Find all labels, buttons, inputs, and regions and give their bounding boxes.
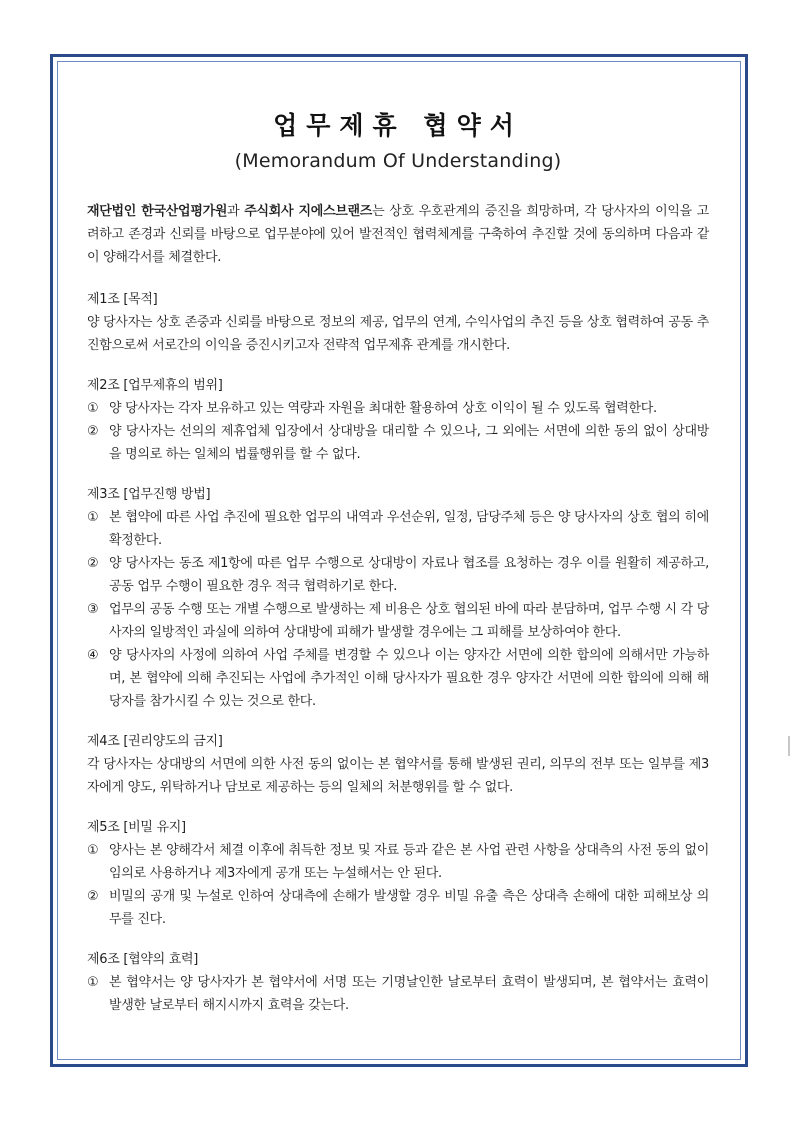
document-subtitle: (Memorandum Of Understanding) xyxy=(234,150,562,172)
article-item xyxy=(87,598,709,644)
item-number: ① xyxy=(87,401,99,416)
article-item xyxy=(87,506,709,552)
item-number: ① xyxy=(87,843,99,858)
item-text: 양사는 본 양해각서 체결 이후에 취득한 정보 및 자료 등과 같은 본 사업 관련 사항을 상대측의 사전 동의 없이 임의로 사용하거나 제3자에게 공개 또는 누설해서는 안 된다. xyxy=(109,843,709,881)
article-item xyxy=(87,971,709,1017)
article-heading: 제4조 [권리양도의 금지] xyxy=(87,734,223,749)
article-item xyxy=(87,420,709,466)
item-text: 양 당사자는 동조 제1항에 따른 업무 수행으로 상대방이 자료나 협조를 요청하는 경우 이를 원활히 제공하고, 공동 업무 수행이 필요한 경우 적극 협력하기로 한다. xyxy=(109,556,709,594)
party-2: 주식회사 지에스브랜즈 xyxy=(244,204,373,219)
party-1: 재단법인 한국산업평가원 xyxy=(87,204,228,219)
article-5 xyxy=(87,816,709,931)
article-body: 양 당사자는 상호 존중과 신뢰를 바탕으로 정보의 제공, 업무의 연계, 수익사업의 추진 등을 상호 협력하여 공동 추진함으로써 서로간의 이익을 증진시키고자 전략적 업무제휴 관계를 개시한다. xyxy=(87,315,709,353)
item-text: 업무의 공동 수행 또는 개별 수행으로 발생하는 제 비용은 상호 협의된 바에 따라 분담하며, 업무 수행 시 각 당사자의 일방적인 과실에 의하여 상대방에 피해가 발생할 경우에는 그 피해를 보상하여야 한다. xyxy=(109,602,709,640)
article-4 xyxy=(87,730,709,799)
document-title: 업무제휴 협약서 xyxy=(273,111,523,140)
item-number: ① xyxy=(87,975,99,990)
item-number: ② xyxy=(87,889,99,904)
article-body: 각 당사자는 상대방의 서면에 의한 사전 동의 없이는 본 협약서를 통해 발생된 권리, 의무의 전부 또는 일부를 제3자에게 양도, 위탁하거나 담보로 제공하는 등의 일체의 처분행위를 할 수 없다. xyxy=(87,757,709,795)
article-item xyxy=(87,839,709,885)
item-text: 양 당사자의 사정에 의하여 사업 주체를 변경할 수 있으나 이는 양자간 서면에 의한 합의에 의해서만 가능하며, 본 협약에 의해 추진되는 사업에 추가적인 이해 당사자가 필요한 경우 양자간 서면에 의한 합의에 의해 해당자를 참가시킬 수 있는 것으로 한다. xyxy=(109,648,709,709)
item-text: 본 협약에 따른 사업 추진에 필요한 업무의 내역과 우선순위, 일정, 담당주체 등은 양 당사자의 상호 협의 히에 확정한다. xyxy=(109,510,709,548)
article-item xyxy=(87,552,709,598)
article-heading: 제1조 [목적] xyxy=(87,292,158,307)
article-heading: 제3조 [업무진행 방법] xyxy=(87,487,211,502)
article-heading: 제6조 [협약의 효력] xyxy=(87,952,198,967)
item-number: ③ xyxy=(87,602,99,617)
article-2 xyxy=(87,374,709,466)
scan-mark xyxy=(788,736,790,756)
article-heading: 제5조 [비밀 유지] xyxy=(87,820,186,835)
intro-paragraph xyxy=(87,200,709,269)
article-item xyxy=(87,885,709,931)
item-number: ④ xyxy=(87,648,99,663)
item-text: 양 당사자는 각자 보유하고 있는 역량과 자원을 최대한 활용하여 상호 이익이 될 수 있도록 협력한다. xyxy=(109,401,657,416)
article-heading: 제2조 [업무제휴의 범위] xyxy=(87,378,223,393)
article-item xyxy=(87,644,709,713)
item-number: ② xyxy=(87,556,99,571)
intro-conjunction: 과 xyxy=(227,204,245,219)
article-1 xyxy=(87,288,709,357)
item-text: 본 협약서는 양 당사자가 본 협약서에 서명 또는 기명날인한 날로부터 효력이 발생되며, 본 협약서는 효력이 발생한 날로부터 해지시까지 효력을 갖는다. xyxy=(109,975,709,1013)
intro-text: 는 상호 우호관계의 증진을 희망하며, 각 당사자의 이익을 고려하고 존경과 신뢰를 바탕으로 업무분야에 있어 발전적인 협력체계를 구축하여 추진할 것에 동의하며 다음과 같이 양해각서를 체결한다. xyxy=(87,204,710,265)
item-text: 양 당사자는 선의의 제휴업체 입장에서 상대방을 대리할 수 있으나, 그 외에는 서면에 의한 동의 없이 상대방을 명의로 하는 일체의 법률행위를 할 수 없다. xyxy=(109,424,709,462)
article-3 xyxy=(87,483,709,713)
item-number: ② xyxy=(87,424,99,439)
document-body xyxy=(87,110,709,1034)
article-6 xyxy=(87,948,709,1017)
item-text: 비밀의 공개 및 누설로 인하여 상대측에 손해가 발생할 경우 비밀 유출 측은 상대측 손해에 대한 피해보상 의무를 진다. xyxy=(109,889,709,927)
article-item xyxy=(87,397,709,420)
item-number: ① xyxy=(87,510,99,525)
